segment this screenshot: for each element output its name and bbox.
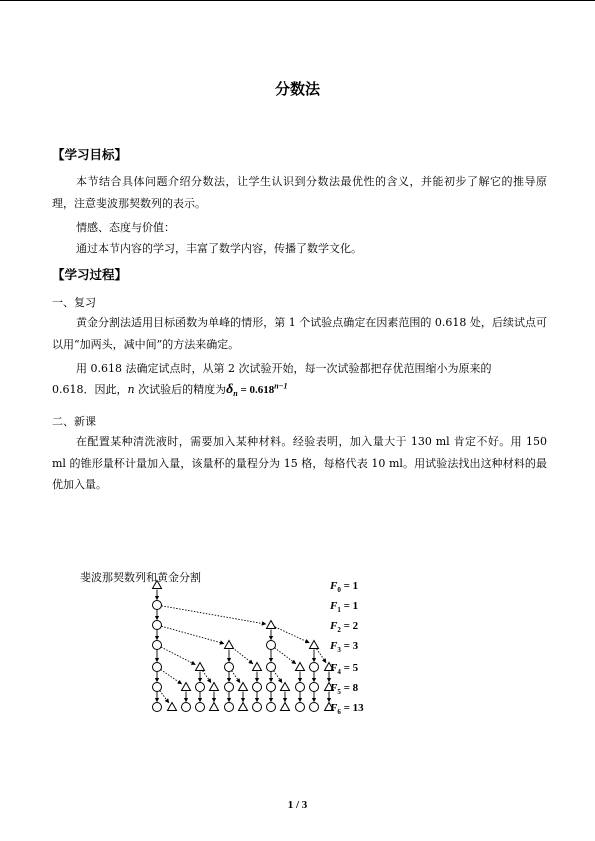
goals-values-text: 通过本节内容的学习，丰富了数学内容，传播了数学文化。 — [76, 242, 362, 255]
page-title: 分数法 — [274, 80, 320, 98]
review-paragraph-1: 黄金分割法适用目标函数为单峰的情形，第 1 个试验点确定在因素范围的 0.618 处，后续试点可以用“加两头，减中间”的方法来确定。 — [52, 316, 547, 351]
circle-node — [153, 601, 162, 610]
dashed-edge — [275, 627, 309, 643]
dashed-edge — [203, 671, 211, 683]
fibonacci-label-5: $F_5 = 8$ — [330, 682, 359, 696]
formula-exponent: n−1 — [274, 381, 288, 391]
formula-subscript: n — [233, 389, 238, 399]
dashed-edge — [317, 649, 326, 663]
triangle-node — [296, 663, 305, 671]
triangle-node — [210, 703, 219, 711]
triangle-node — [253, 663, 262, 671]
fibonacci-label-1: $F_1 = 1$ — [330, 600, 359, 614]
circle-node — [267, 663, 276, 672]
formula-delta: δ — [226, 382, 234, 397]
triangle-node — [153, 581, 162, 589]
fibonacci-label-2: $F_2 = 2$ — [330, 620, 359, 634]
page-number: 1 / 3 — [287, 799, 308, 811]
tree-edges — [157, 590, 329, 703]
circle-node — [267, 703, 276, 712]
variable-n: n — [127, 383, 135, 396]
triangle-node — [281, 703, 290, 711]
triangle-node — [310, 641, 319, 649]
dashed-edge — [160, 691, 169, 703]
dashed-edge — [161, 626, 223, 643]
circle-node — [153, 641, 162, 650]
circle-node — [310, 703, 319, 712]
circle-node — [225, 663, 234, 672]
circle-node — [253, 683, 262, 692]
circle-node — [296, 683, 305, 692]
triangle-node — [239, 683, 248, 691]
review-text-mid: 次试验后的精度为 — [134, 383, 227, 396]
fibonacci-label-6: $F_6 = 13$ — [330, 702, 364, 716]
dashed-edge — [161, 670, 182, 684]
circle-node — [196, 703, 205, 712]
circle-node — [253, 703, 262, 712]
review-text-prefix: 0.618．因此， — [52, 383, 128, 396]
circle-node — [153, 621, 162, 630]
triangle-node — [239, 703, 248, 711]
fibonacci-labels — [329, 580, 364, 716]
process-heading: 【学习过程】 — [52, 267, 128, 282]
triangle-node — [210, 683, 219, 691]
circle-node — [296, 703, 305, 712]
triangle-node — [267, 621, 276, 629]
formula-equals: = 0.618 — [237, 384, 275, 396]
circle-node — [267, 641, 276, 650]
goals-paragraph: 本节结合具体问题介绍分数法，让学生认识到分数法最优性的含义，并能初步了解它的推导原理，注意斐波那契数列的表示。 — [52, 175, 547, 210]
circle-node — [153, 663, 162, 672]
new-lesson-label: 二、新课 — [52, 415, 96, 428]
triangle-node — [168, 703, 177, 711]
review-label: 一、复习 — [52, 296, 96, 309]
circle-node — [310, 683, 319, 692]
circle-node — [182, 703, 191, 712]
goals-values-label: 情感、态度与价值： — [76, 221, 175, 234]
circle-node — [225, 683, 234, 692]
circle-node — [267, 683, 276, 692]
circle-node — [225, 703, 234, 712]
triangle-node — [182, 683, 191, 691]
dashed-edge — [274, 671, 282, 683]
triangle-node — [196, 663, 205, 671]
fibonacci-label-3: $F_3 = 3$ — [330, 640, 359, 654]
figure-caption: 斐波那契数列和黄金分割 — [80, 571, 201, 584]
triangle-node — [281, 683, 290, 691]
new-lesson-paragraph: 在配置某种清洗液时，需要加入某种材料。经验表明，加入量大于 130 ml 肯定不好。用 150 ml 的锥形量杯计量加入量，该量杯的量程分为 15 格，每格代表 10 ml。用试验法找出这种材料的最优加入量。 — [52, 435, 547, 491]
dashed-edge — [161, 606, 265, 624]
circle-node — [310, 663, 319, 672]
dashed-edge — [233, 648, 253, 664]
review-paragraph-2-line-1: 用 0.618 法确定试点时，从第 2 次试验开始，每一次试验都把存优范围缩小为原来的 — [76, 362, 492, 375]
dashed-edge — [161, 647, 195, 664]
fibonacci-label-4: $F_4 = 5$ — [330, 662, 359, 676]
circle-node — [153, 703, 162, 712]
circle-node — [153, 683, 162, 692]
dashed-edge — [232, 671, 240, 683]
circle-node — [196, 683, 205, 692]
dashed-edge — [275, 648, 296, 664]
fibonacci-label-0: $F_0 = 1$ — [330, 580, 359, 594]
triangle-node — [225, 641, 234, 649]
goals-heading: 【学习目标】 — [52, 147, 128, 162]
